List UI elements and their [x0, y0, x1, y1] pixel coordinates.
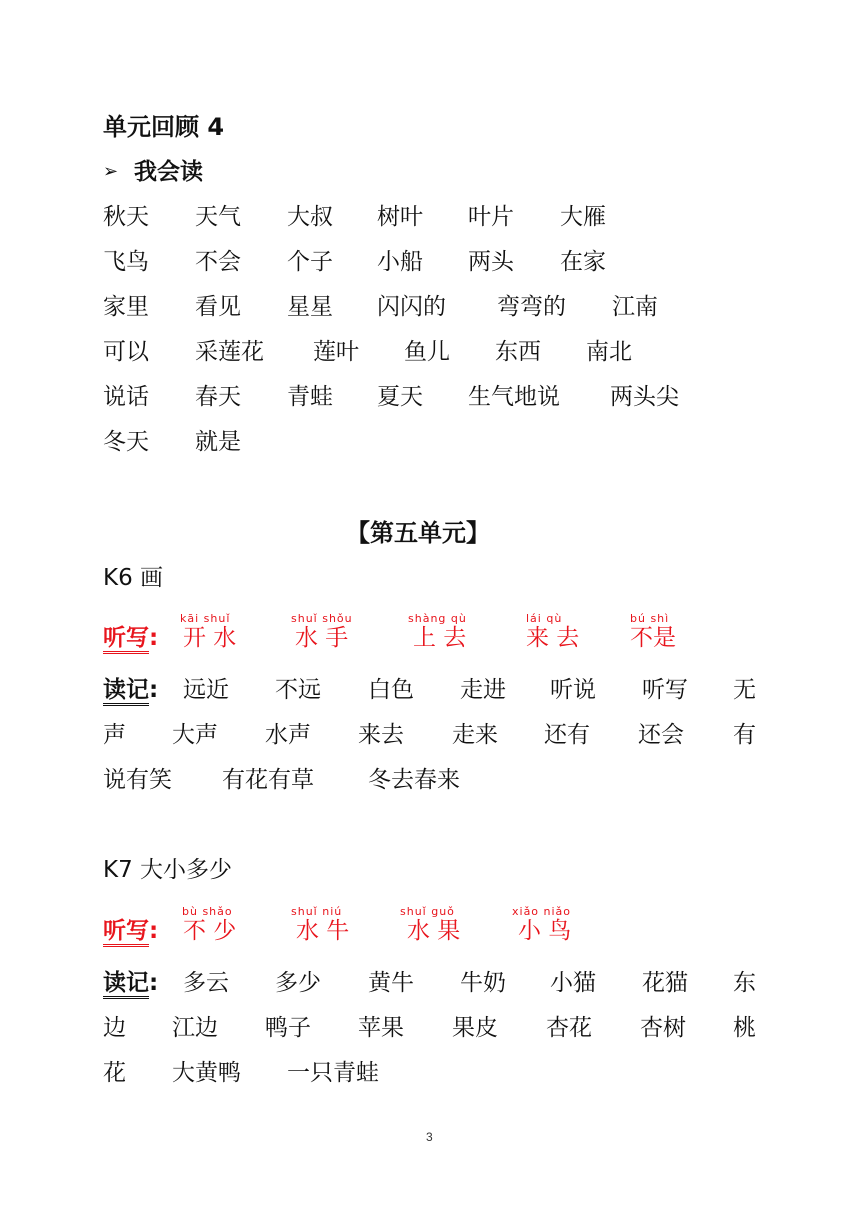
vocab-word: 东	[733, 970, 756, 996]
lesson-title: K6 画	[103, 565, 164, 591]
vocab-word: 声	[103, 722, 126, 748]
vocab-word: 大声	[172, 722, 218, 748]
bullet-arrow-icon: ➢	[103, 161, 119, 182]
vocab-word: 边	[103, 1015, 126, 1041]
vocab-word: 听说	[550, 677, 596, 703]
vocab-word: 家里	[103, 294, 149, 320]
dictation-label: 听写:	[103, 623, 158, 653]
vocab-word: 果皮	[452, 1015, 498, 1041]
vocab-word: 花猫	[642, 970, 688, 996]
vocab-word: 白色	[368, 677, 414, 703]
reading-label-text: 读记	[103, 677, 149, 706]
vocab-word: 牛奶	[460, 970, 506, 996]
dictation-label-text: 听写	[103, 625, 149, 654]
vocab-word: 个子	[287, 249, 333, 275]
vocab-word: 还会	[638, 722, 684, 748]
dictation-word: 水 果	[407, 918, 461, 944]
vocab-word: 江南	[612, 294, 658, 320]
vocab-word: 弯弯的	[497, 294, 566, 320]
vocab-word: 夏天	[377, 384, 423, 410]
vocab-word: 飞鸟	[103, 249, 149, 275]
pinyin: shuǐ guǒ	[400, 905, 455, 918]
pinyin: bú shì	[630, 612, 670, 625]
vocab-word: 大雁	[560, 204, 606, 230]
pinyin: shuǐ shǒu	[291, 612, 353, 625]
pinyin: lái qù	[526, 612, 563, 625]
vocab-word: 两头	[468, 249, 514, 275]
pinyin: kāi shuǐ	[180, 612, 231, 625]
vocab-word: 在家	[560, 249, 606, 275]
pinyin: shàng qù	[408, 612, 467, 625]
vocab-word: 南北	[586, 339, 632, 365]
review-subheading: 我会读	[134, 159, 203, 185]
vocab-word: 一只青蛙	[287, 1060, 379, 1086]
vocab-word: 远近	[183, 677, 229, 703]
vocab-word: 大叔	[287, 204, 333, 230]
vocab-word: 两头尖	[610, 384, 679, 410]
pinyin: bù shǎo	[182, 905, 233, 918]
vocab-word: 说话	[103, 384, 149, 410]
reading-label: 读记:	[103, 968, 158, 998]
dictation-label: 听写:	[103, 916, 158, 946]
vocab-word: 可以	[103, 339, 149, 365]
dictation-word: 上 去	[413, 625, 467, 651]
vocab-word: 听写	[642, 677, 688, 703]
vocab-word: 桃	[733, 1015, 756, 1041]
lesson-title: K7 大小多少	[103, 857, 233, 883]
dictation-word: 开 水	[183, 625, 237, 651]
vocab-word: 走进	[460, 677, 506, 703]
dictation-word: 水 牛	[296, 918, 350, 944]
pinyin: shuǐ niú	[291, 905, 343, 918]
vocab-word: 冬天	[103, 429, 149, 455]
vocab-word: 来去	[358, 722, 404, 748]
vocab-word: 无	[733, 677, 756, 703]
vocab-word: 鱼儿	[404, 339, 450, 365]
unit-title: 【第五单元】	[346, 519, 490, 547]
dictation-word: 不 少	[183, 918, 237, 944]
vocab-word: 东西	[495, 339, 541, 365]
vocab-word: 有花有草	[222, 767, 314, 793]
vocab-word: 生气地说	[468, 384, 560, 410]
vocab-word: 江边	[172, 1015, 218, 1041]
vocab-word: 水声	[265, 722, 311, 748]
vocab-word: 大黄鸭	[172, 1060, 241, 1086]
vocab-word: 多少	[275, 970, 321, 996]
vocab-word: 闪闪的	[377, 294, 446, 320]
vocab-word: 看见	[195, 294, 241, 320]
vocab-word: 杏花	[546, 1015, 592, 1041]
vocab-word: 莲叶	[313, 339, 359, 365]
vocab-word: 春天	[195, 384, 241, 410]
vocab-word: 秋天	[103, 204, 149, 230]
dictation-word: 来 去	[526, 625, 580, 651]
vocab-word: 树叶	[377, 204, 423, 230]
vocab-word: 冬去春来	[368, 767, 460, 793]
dictation-word: 不是	[630, 625, 676, 651]
review-title: 单元回顾 4	[103, 113, 225, 141]
vocab-word: 天气	[195, 204, 241, 230]
vocab-word: 说有笑	[103, 767, 172, 793]
vocab-word: 不远	[275, 677, 321, 703]
vocab-word: 小猫	[550, 970, 596, 996]
vocab-word: 星星	[287, 294, 333, 320]
vocab-word: 苹果	[358, 1015, 404, 1041]
vocab-word: 黄牛	[368, 970, 414, 996]
vocab-word: 青蛙	[287, 384, 333, 410]
vocab-word: 花	[103, 1060, 126, 1086]
pinyin: xiǎo niǎo	[512, 905, 572, 918]
reading-label: 读记:	[103, 675, 158, 705]
vocab-word: 鸭子	[265, 1015, 311, 1041]
page-number: 3	[426, 1130, 433, 1144]
dictation-label-text: 听写	[103, 918, 149, 947]
dictation-word: 水 手	[295, 625, 349, 651]
vocab-word: 走来	[452, 722, 498, 748]
vocab-word: 有	[733, 722, 756, 748]
vocab-word: 就是	[195, 429, 241, 455]
vocab-word: 杏树	[640, 1015, 686, 1041]
vocab-word: 不会	[195, 249, 241, 275]
vocab-word: 采莲花	[195, 339, 264, 365]
reading-label-text: 读记	[103, 970, 149, 999]
vocab-word: 小船	[377, 249, 423, 275]
vocab-word: 还有	[544, 722, 590, 748]
vocab-word: 多云	[183, 970, 229, 996]
dictation-word: 小 鸟	[518, 918, 572, 944]
vocab-word: 叶片	[468, 204, 514, 230]
